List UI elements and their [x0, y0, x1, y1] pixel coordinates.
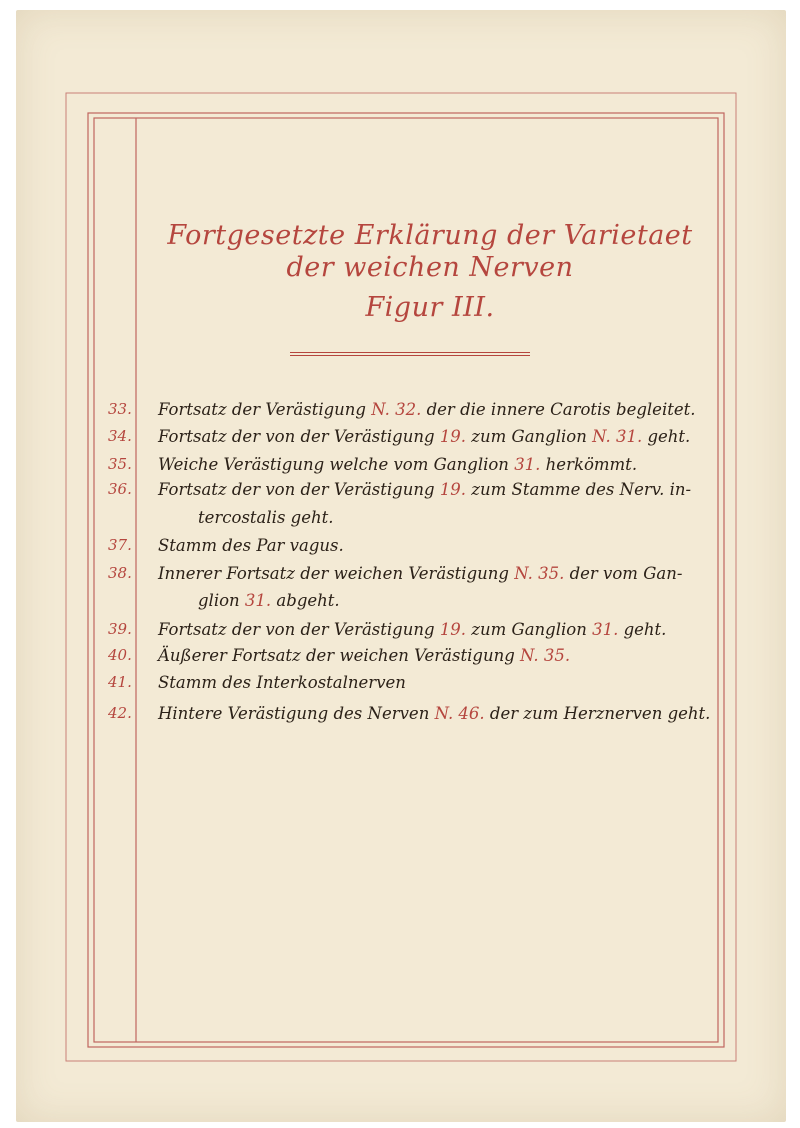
entry-number: 34.: [108, 427, 132, 445]
entry-text: Weiche Verästigung welche vom Ganglion 31. herkömmt.: [158, 455, 638, 474]
title-line-2: der weichen Nerven: [286, 252, 574, 283]
entry-number: 38.: [108, 564, 132, 582]
entry-number: 37.: [108, 536, 132, 554]
entry-number: 36.: [108, 480, 132, 498]
entry-text: Fortsatz der Verästigung N. 32. der die innere Carotis begleitet.: [158, 400, 696, 419]
entry-number: 35.: [108, 455, 132, 473]
entry-number: 40.: [108, 646, 132, 664]
entry-text: Stamm des Par vagus.: [158, 536, 344, 555]
entry-text: tercostalis geht.: [198, 508, 334, 527]
title-line-1: Fortgesetzte Erklärung der Varietaet: [167, 220, 693, 251]
entry-number: 41.: [108, 673, 132, 691]
entry-text: glion 31. abgeht.: [198, 591, 340, 610]
entry-text: Stamm des Interkostalnerven: [158, 673, 406, 692]
entry-text: Äußerer Fortsatz der weichen Verästigung N. 35.: [158, 646, 571, 665]
entry-text: Fortsatz der von der Verästigung 19. zum Stamme des Nerv. in-: [158, 480, 692, 499]
title-divider: [290, 352, 530, 356]
entry-text: Innerer Fortsatz der weichen Verästigung N. 35. der vom Gan-: [158, 564, 683, 583]
entry-number: 42.: [108, 704, 132, 722]
title-line-3: Figur III.: [365, 292, 495, 323]
entry-text: Fortsatz der von der Verästigung 19. zum Ganglion N. 31. geht.: [158, 427, 691, 446]
entry-number: 39.: [108, 620, 132, 638]
entry-number: 33.: [108, 400, 132, 418]
entry-text: Hintere Verästigung des Nerven N. 46. der zum Herznerven geht.: [158, 704, 711, 723]
entry-text: Fortsatz der von der Verästigung 19. zum Ganglion 31. geht.: [158, 620, 667, 639]
